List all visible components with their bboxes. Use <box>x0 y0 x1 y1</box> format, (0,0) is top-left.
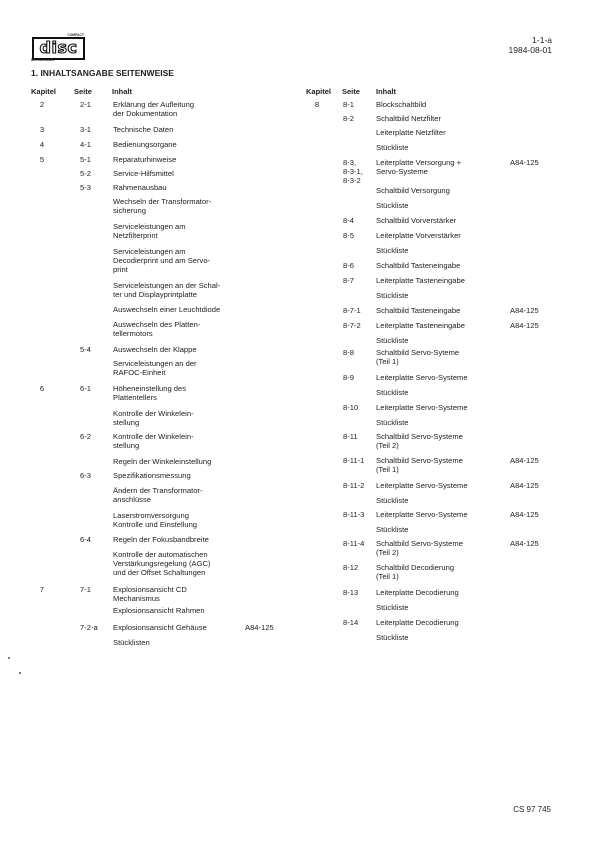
right-toc-seite: 8-4 <box>343 216 354 225</box>
right-toc-entry: Leiterplatte Servo-Systeme <box>376 403 468 412</box>
right-toc-entry: Leiterplatte Decodierung <box>376 618 459 627</box>
left-toc-entry: Laserstromversorgung Kontrolle und Einstellung <box>113 511 198 529</box>
right-toc-seite: 8-10 <box>343 403 359 412</box>
right-toc-entry: Stückliste <box>376 291 409 300</box>
left-toc-seite: 6-1 <box>80 384 91 393</box>
right-toc-entry: Schaltbild Servo-Systeme (Teil 1) <box>376 456 463 474</box>
left-toc-entry: Serviceleistungen am Netzfilterprint <box>113 222 186 240</box>
left-toc-entry: Auswechseln der Klappe <box>113 345 197 354</box>
left-toc-entry: Explosionsansicht Gehäuse <box>113 623 207 632</box>
left-toc-entry: Explosionsansicht Rahmen <box>113 606 205 615</box>
right-toc-entry: Schaltbild Versorgung <box>376 186 450 195</box>
page-number: 1-1-a <box>532 35 552 45</box>
page-meta <box>509 35 552 55</box>
right-toc-entry: Leiterplatte Servo-Systeme <box>376 481 468 490</box>
left-toc-entry: Serviceleistungen an der Schal- ter und Displayprintplatte <box>113 281 221 299</box>
right-toc-seite: 8-2 <box>343 114 354 123</box>
right-toc-entry: Leiterplatte Tasteneingabe <box>376 276 465 285</box>
left-toc-entry: Service-Hilfsmittel <box>113 169 174 178</box>
logo-bottom-text: DIGITAL AUDIO <box>31 58 55 62</box>
right-toc-entry: Schaltbild Servo-Systeme (Teil 2) <box>376 432 463 450</box>
left-toc-entry: Ändern der Transformator- anschlüsse <box>113 486 203 504</box>
right-toc-entry: Stückliste <box>376 201 409 210</box>
right-toc-reference: A84-125 <box>510 456 539 465</box>
right-toc-reference: A84-125 <box>510 321 539 330</box>
left-toc-seite: 2-1 <box>80 100 91 109</box>
left-toc-entry: Erklärung der Aufleitung der Dokumentation <box>113 100 195 118</box>
left-toc-kapitel: 7 <box>39 585 45 594</box>
right-toc-entry: Stückliste <box>376 633 409 642</box>
left-col-seite-header: Seite <box>74 87 92 96</box>
left-toc-kapitel: 3 <box>39 125 45 134</box>
left-toc-entry: Kontrolle der Winkelein- stellung <box>113 432 194 450</box>
right-toc-seite: 8-12 <box>343 563 359 572</box>
right-toc-seite: 8-11-4 <box>343 539 365 548</box>
left-toc-kapitel: 5 <box>39 155 45 164</box>
right-toc-entry: Leiterplatte Servo-Systeme <box>376 373 468 382</box>
right-toc-entry: Stückliste <box>376 388 409 397</box>
right-toc-seite: 8-11-2 <box>343 481 365 490</box>
right-toc-entry: Schaltbild Tasteneingabe <box>376 306 461 315</box>
right-toc-reference: A84-125 <box>510 539 539 548</box>
right-toc-seite: 8-3, 8-3-1, 8-3-2 <box>343 158 363 185</box>
right-toc-kapitel: 8 <box>314 100 320 109</box>
right-toc-entry: Schaltbild Vorverstärker <box>376 216 457 225</box>
right-toc-entry: Leiterplatte Versorgung + Servo-Systeme <box>376 158 462 176</box>
right-toc-seite: 8-11 <box>343 432 358 441</box>
right-toc-entry: Stückliste <box>376 336 409 345</box>
left-toc-seite: 5-4 <box>80 345 91 354</box>
left-toc-seite: 4-1 <box>80 140 91 149</box>
left-toc-reference: A84-125 <box>245 623 274 632</box>
right-toc-seite: 8-7-1 <box>343 306 361 315</box>
right-toc-entry: Leiterplatte Decodierung <box>376 588 459 597</box>
scan-mark <box>8 657 10 659</box>
right-toc-entry: Stückliste <box>376 143 409 152</box>
right-toc-entry: Stückliste <box>376 603 409 612</box>
left-toc-seite: 6-4 <box>80 535 91 544</box>
right-toc-entry: Stückliste <box>376 246 409 255</box>
left-toc-entry: Kontrolle der Winkelein- stellung <box>113 409 194 427</box>
left-toc-entry: Regeln der Fokusbandbreite <box>113 535 209 544</box>
left-toc-entry: Auswechseln des Platten- tellermotors <box>113 320 201 338</box>
right-toc-seite: 8-6 <box>343 261 354 270</box>
right-toc-entry: Leiterplatte Vorverstärker <box>376 231 461 240</box>
left-toc-entry: Serviceleistungen am Decodierprint und am Servo- print <box>113 247 211 274</box>
right-toc-seite: 8-9 <box>343 373 354 382</box>
right-toc-entry: Stückliste <box>376 525 409 534</box>
right-toc-reference: A84-125 <box>510 306 539 315</box>
right-toc-entry: Leiterplatte Tasteneingabe <box>376 321 465 330</box>
right-toc-seite: 8-1 <box>343 100 354 109</box>
right-toc-entry: Schaltbild Decodierung (Teil 1) <box>376 563 455 581</box>
right-toc-reference: A84-125 <box>510 158 539 167</box>
right-toc-seite: 8-11-3 <box>343 510 365 519</box>
right-toc-entry: Schaltbild Netzfilter <box>376 114 441 123</box>
left-toc-entry: Spezifikationsmessung <box>113 471 191 480</box>
left-col-inhalt-header: Inhalt <box>112 87 132 96</box>
right-toc-seite: 8-7-2 <box>343 321 361 330</box>
right-col-seite-header: Seite <box>342 87 360 96</box>
right-toc-entry: Stückliste <box>376 418 409 427</box>
left-toc-kapitel: 4 <box>39 140 45 149</box>
right-toc-seite: 8-5 <box>343 231 354 240</box>
left-toc-entry: Höheneinstellung des Plattentellers <box>113 384 187 402</box>
left-toc-entry: Regeln der Winkeleinstellung <box>113 457 212 466</box>
left-toc-entry: Reparaturhinweise <box>113 155 177 164</box>
right-toc-entry: Schaltbild Servo-Systeme (Teil 2) <box>376 539 463 557</box>
right-toc-reference: A84-125 <box>510 510 539 519</box>
page-date: 1984-08-01 <box>508 45 552 55</box>
left-toc-entry: Auswechseln einer Leuchtdiode <box>113 305 221 314</box>
left-toc-entry: Kontrolle der automatischen Verstärkungsregelung (AGC) und der Offset Schaltungen <box>113 550 211 577</box>
right-toc-entry: Blockschaltbild <box>376 100 427 109</box>
left-toc-entry: Rahmenausbau <box>113 183 167 192</box>
left-toc-seite: 7-2-a <box>80 623 98 632</box>
left-toc-seite: 7-1 <box>80 585 91 594</box>
left-col-kapitel-header: Kapitel <box>31 87 57 96</box>
left-toc-seite: 5-2 <box>80 169 91 178</box>
page-title: 1. INHALTSANGABE SEITENWEISE <box>31 68 174 78</box>
left-toc-kapitel: 2 <box>39 100 45 109</box>
right-toc-entry: Schaltbild Tasteneingabe <box>376 261 461 270</box>
right-toc-entry: Leiterplatte Netzfilter <box>376 128 446 137</box>
logo-main-text: disc <box>32 37 85 60</box>
left-toc-entry: Serviceleistungen an der RAFOC-Einheit <box>113 359 197 377</box>
left-toc-entry: Technische Daten <box>113 125 174 134</box>
right-col-inhalt-header: Inhalt <box>376 87 396 96</box>
compact-disc-logo <box>31 33 84 63</box>
right-toc-seite: 8-11-1 <box>343 456 365 465</box>
left-toc-entry: Wechseln der Transformator- sicherung <box>113 197 212 215</box>
left-toc-seite: 6-2 <box>80 432 91 441</box>
right-toc-seite: 8-13 <box>343 588 359 597</box>
left-toc-entry: Stücklisten <box>113 638 150 647</box>
left-toc-kapitel: 6 <box>39 384 45 393</box>
left-toc-entry: Bedienungsorgane <box>113 140 177 149</box>
right-toc-reference: A84-125 <box>510 481 539 490</box>
left-toc-entry: Explosionsansicht CD Mechanismus <box>113 585 187 603</box>
left-toc-seite: 5-1 <box>80 155 91 164</box>
right-col-kapitel-header: Kapitel <box>306 87 332 96</box>
left-toc-seite: 5-3 <box>80 183 91 192</box>
document-code: CS 97 745 <box>513 805 551 814</box>
right-toc-entry: Stückliste <box>376 496 409 505</box>
scan-mark <box>19 672 21 674</box>
right-toc-entry: Leiterplatte Servo-Systeme <box>376 510 468 519</box>
right-toc-seite: 8-8 <box>343 348 354 357</box>
right-toc-seite: 8-14 <box>343 618 359 627</box>
logo-top-text: COMPACT <box>67 33 84 37</box>
left-toc-seite: 3-1 <box>80 125 91 134</box>
right-toc-entry: Schaltbild Servo-Syteme (Teil 1) <box>376 348 460 366</box>
left-toc-seite: 6-3 <box>80 471 91 480</box>
right-toc-seite: 8-7 <box>343 276 354 285</box>
